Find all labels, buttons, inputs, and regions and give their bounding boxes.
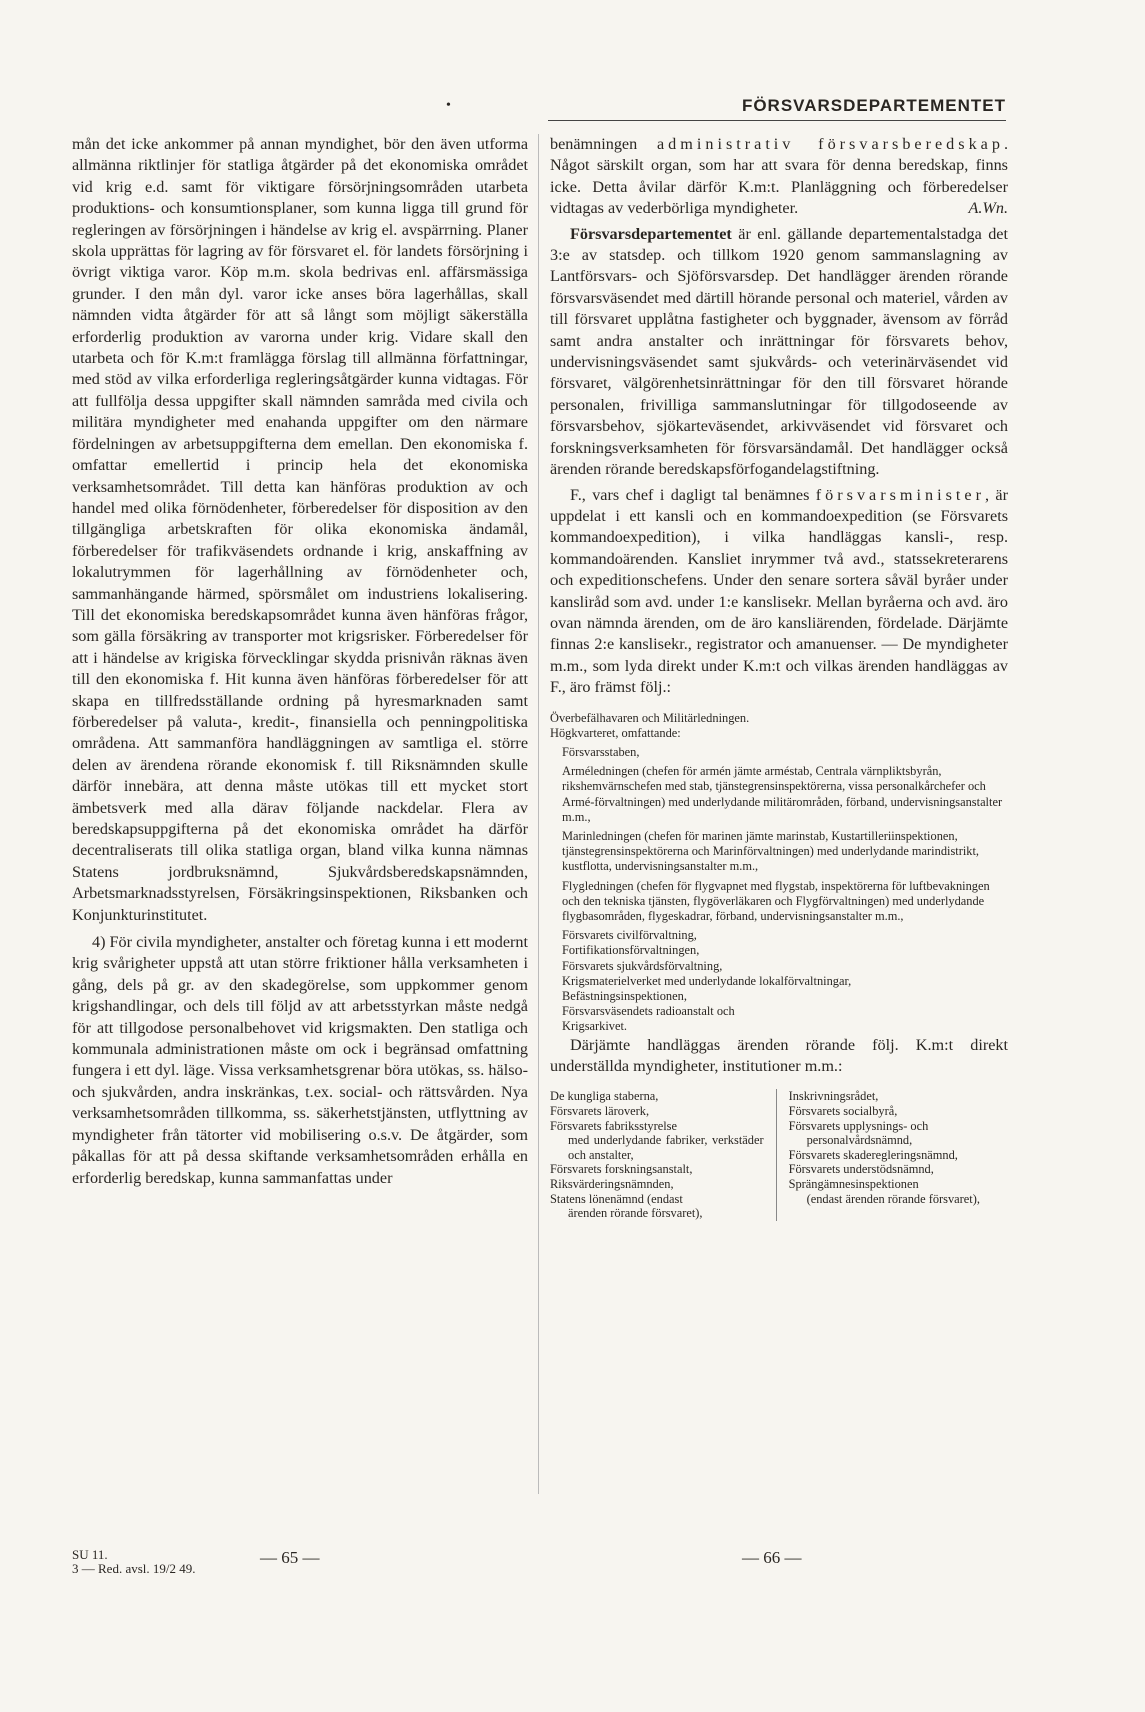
list-item: Försvarsstaben,	[562, 744, 640, 759]
list-item: Försvarets civilförvaltning,	[562, 928, 697, 943]
list-item: Försvarets upplysnings- och	[788, 1118, 929, 1133]
column-divider	[538, 134, 539, 1494]
list-item: Riksvärderingsnämnden,	[550, 1177, 674, 1191]
header-dot: •	[446, 98, 451, 113]
list-item: Befästningsinspektionen,	[562, 989, 687, 1004]
list-item: ärenden rörande försvaret),	[568, 1206, 703, 1221]
list-item: Högkvarteret, omfattande:	[550, 725, 681, 740]
print-mark-line-2: 3 — Red. avsl. 19/2 49.	[72, 1561, 196, 1576]
list-item: Försvarets fabriksstyrelse	[550, 1118, 677, 1133]
intro-pre: benämningen	[550, 135, 657, 153]
list-item: med underlydande fabriker, verkstäder och anstalter,	[568, 1133, 764, 1162]
list-item: Försvarets understödsnämnd,	[788, 1162, 934, 1177]
author-signature: A.Wn.	[968, 199, 1008, 218]
right-column	[550, 134, 1008, 1221]
list-item: Statens lönenämnd (endast	[550, 1191, 683, 1206]
header-rule	[548, 120, 1006, 121]
page-number-left: — 65 —	[260, 1548, 320, 1567]
list-item: (endast ärenden rörande försvaret),	[806, 1191, 980, 1206]
list-item: Överbefälhavaren och Militärledningen.	[550, 710, 750, 725]
term-forsvarsminister: försvarsminister	[815, 485, 985, 504]
list-item: Flygledningen (chefen för flygvapnet med flygstab, inspektörerna för luftbevakningen och den tekniska tjänsten, flygöverläkaren och Flygförvaltningen) med underlydande flygbasområden, flygeskadrar, förband, undervisningsanstalter m.m.,	[562, 878, 990, 923]
list-item: Försvarets sjukvårdsförvaltning,	[562, 958, 723, 973]
list-item: Sprängämnesinspektionen	[788, 1177, 919, 1191]
list-item: Marinledningen (chefen för marinen jämte marinstab, Kustartilleriinspektionen, tjänstegrensinspektörerna och Marinförvaltningen) med underlydande marindistrikt, kustflotta, undervisningsanstalter m.m.,	[562, 828, 980, 874]
list-item: Försvarsväsendets radioanstalt och	[562, 1004, 735, 1019]
list-item: Fortifikationsförvaltningen,	[562, 943, 700, 958]
print-mark	[72, 1548, 196, 1576]
intro-post: . Något särskilt organ, som har att svara för denna beredskap, finns icke. Detta åvilar därför K.m:t. Planläggning och förberedelser vidtagas av vederbörliga myndigheter.	[550, 135, 1008, 218]
dept-text: är enl. gällande departementalstadga det 3:e av statsdep. och tillkom 1920 genom sammanslagning av Lantförsvars- och Sjöförsvarsdep. Det handlägger ärenden rörande försvarsväsendet med därtill hörande personal och materiel, vården av till försvaret upplåtna fastigheter och byggnader, ävensom av förråd samt andra anstalter och inrättningar för försvarets behov, undervisningsväsendet samt sjukvårds- och veterinärväsendet vid försvaret, välgörenhetsinrättningar för den till försvaret hörande personalen, frivilliga sammanslutningar för tillgodoseende av försvarsbehov, sjökarteväsendet, arkivväsendet vid försvaret och forskningsverksamheten för försvarsändamål. Det handlägger också ärenden rörande beredskapsförfogandelagstiftning.	[550, 224, 1008, 479]
list-item: Försvarets forskningsanstalt,	[550, 1162, 693, 1177]
page-number-right: — 66 —	[742, 1548, 802, 1567]
list-item: Inskrivningsrådet,	[788, 1089, 879, 1104]
authorities-left	[550, 1089, 776, 1220]
also-paragraph: Därjämte handläggas ärenden rörande följ. K.m:t direkt underställda myndigheter, institutioner m.m.:	[550, 1035, 1008, 1076]
list-item: Försvarets socialbyrå,	[788, 1104, 898, 1119]
intro-paragraph	[550, 134, 1008, 220]
authorities-table	[550, 1089, 1008, 1220]
list-item: Försvarets skaderegleringsnämnd,	[788, 1147, 958, 1162]
chief-pre: F., vars chef i dagligt tal benämnes	[570, 485, 816, 504]
print-mark-line-1: SU 11.	[72, 1547, 108, 1562]
list-item: personalvårdsnämnd,	[806, 1133, 913, 1148]
list-item: Arméledningen (chefen för armén jämte arméstab, Centrala värnpliktsbyrån, rikshemvärnschefen med stab, tjänstegrensinspektörerna, vissa personalkårchefer och Armé-förvaltningen) med underlydande militärområden, förband, undervisningsanstalter m.m.,	[562, 764, 1003, 824]
list-item: Försvarets läroverk,	[550, 1104, 650, 1119]
organization-list	[550, 711, 1008, 1035]
list-item: Krigsmaterielverket med underlydande lokalförvaltningar,	[562, 973, 852, 988]
dept-paragraph	[550, 224, 1008, 481]
left-paragraph-1: mån det icke ankommer på annan myndighet, bör den även utforma allmänna riktlinjer för statliga åtgärder på det ekonomiska området vid krig e.d. samt för viktigare försörjningsområden utarbeta produktions- och konsumtionsplaner, som kunna ligga till grund för regleringen av försörjningen i händelse av krig el. avspärrning. Planer skola upprättas för lagring av för försvaret el. för landets försörjning i övrigt viktiga varor. Köp m.m. skola bedrivas enl. affärsmässiga grunder. I den mån dyl. varor icke anses böra lagerhållas, skall nämnden vidta åtgärder för att så långt som möjligt säkerställa erforderlig produktion av varorna under krig. Vidare skall den utarbeta och för K.m:t framlägga förslag till allmänna författningar, med stöd av vilka erforderliga regleringsåtgärder kunna vidtagas. För att fullfölja dessa uppgifter skall nämnden samråda med civila och militära myndigheter med enahanda uppgifter om den närmare fördelningen av arbetsuppgifterna dem emellan. Den ekonomiska f. omfattar emellertid i princip hela det ekonomiska verksamhetsområdet. Till detta kan hänföras produktion av och handel med olika förnödenheter, förberedelser för disposition av den tillgängliga arbetskraften för olika ekonomiska ändamål, förberedelser för trafikväsendets ordnande i krig, anskaffning av lokalutrymmen för lagerhållning av förnödenheter och, sammanhängande härmed, spörsmålet om industriens lokalisering. Till det ekonomiska beredskapsområdet kunna även hänföras frågor, som gälla försäkring av transporter mot krigsrisker. Förberedelser för att i händelse av krigiska förvecklingar skydda prisnivån räknas även till den ekonomiska f. Hit kunna även hänföras förberedelser för att skapa en tillfredsställande ordning på hyresmarknaden samt förberedelser på valuta-, kredit-, finansiella och penningpolitiska områdena. Att sammanföra handläggningen av samtliga el. större delen av ärendena rörande ekonomisk f. till Riksnämnden skulle därför innebära, att denna måste utökas till ett mycket stort ämbetsverk med alla därav följande nackdelar. Flera av beredskapsuppgifterna på det ekonomiska området ha därför decentraliserats till olika statliga organ, bland vilka kunna nämnas Statens jordbruksnämnd, Sjukvårdsberedskapsnämnden, Arbetsmarknadsstyrelsen, Försäkringsinspektionen, Riksbanken och Konjunkturinstitutet.	[72, 135, 528, 924]
chief-post: , är uppdelat i ett kansli och en kommandoexpedition (se Försvarets kommandoexpedition), i vilka handläggas kansli-, resp. kommandoärenden. Kansliet inrymmer två avd., statssekreterarens och expeditionschefens. Under den senare sortera såväl byråer under kansliråd som avd. under 1:e kanslisekr. Mellan byråerna och avd. äro ovan nämnda ärenden, om de äro kansliärenden, fördelade. Därjämte finnas 2:e kanslisekr., registrator och amanuenser. — De myndigheter m.m., som lyda direkt under K.m:t och vilkas ärenden handläggas av F., äro främst följ.:	[550, 485, 1009, 697]
term-administrativ-forsvarsberedskap: administrativ försvarsberedskap	[656, 135, 1004, 153]
dept-headword: Försvarsdepartementet	[570, 224, 732, 243]
authorities-right	[776, 1089, 1008, 1220]
list-item: Krigsarkivet.	[562, 1019, 628, 1034]
list-item: De kungliga staberna,	[550, 1089, 659, 1104]
left-paragraph-2: 4) För civila myndigheter, anstalter och företag kunna i ett modernt krig svårigheter uppstå att utan större friktioner hålla verksamheten i gång, dels på gr. av den skadegörelse, som uppkommer genom krigshandlingar, och dels till följd av att arbetsstyrkan måste nedgå för att tillgodose personalbehovet vid krigsmakten. Den statliga och kommunala administrationen måste om ock i begränsad omfattning fungera i ett dyl. läge. Vissa verksamhetsgrenar böra utökas, ss. hälso- och sjukvården, andra inskränkas, t.ex. social- och rättsvården. Nya verksamhetsområden tillkomma, ss. säkerhetstjänsten, utflyttning av myndigheter från tätorter vid mobilisering o.s.v. De åtgärder, som påkallas för att på dessa skiftande verksamhetsområden erhålla en erforderlig beredskap, kunna sammanfattas under	[72, 933, 528, 1187]
chief-paragraph	[550, 485, 1008, 699]
left-column	[72, 134, 528, 1189]
running-head: FÖRSVARSDEPARTEMENTET	[741, 96, 1006, 115]
